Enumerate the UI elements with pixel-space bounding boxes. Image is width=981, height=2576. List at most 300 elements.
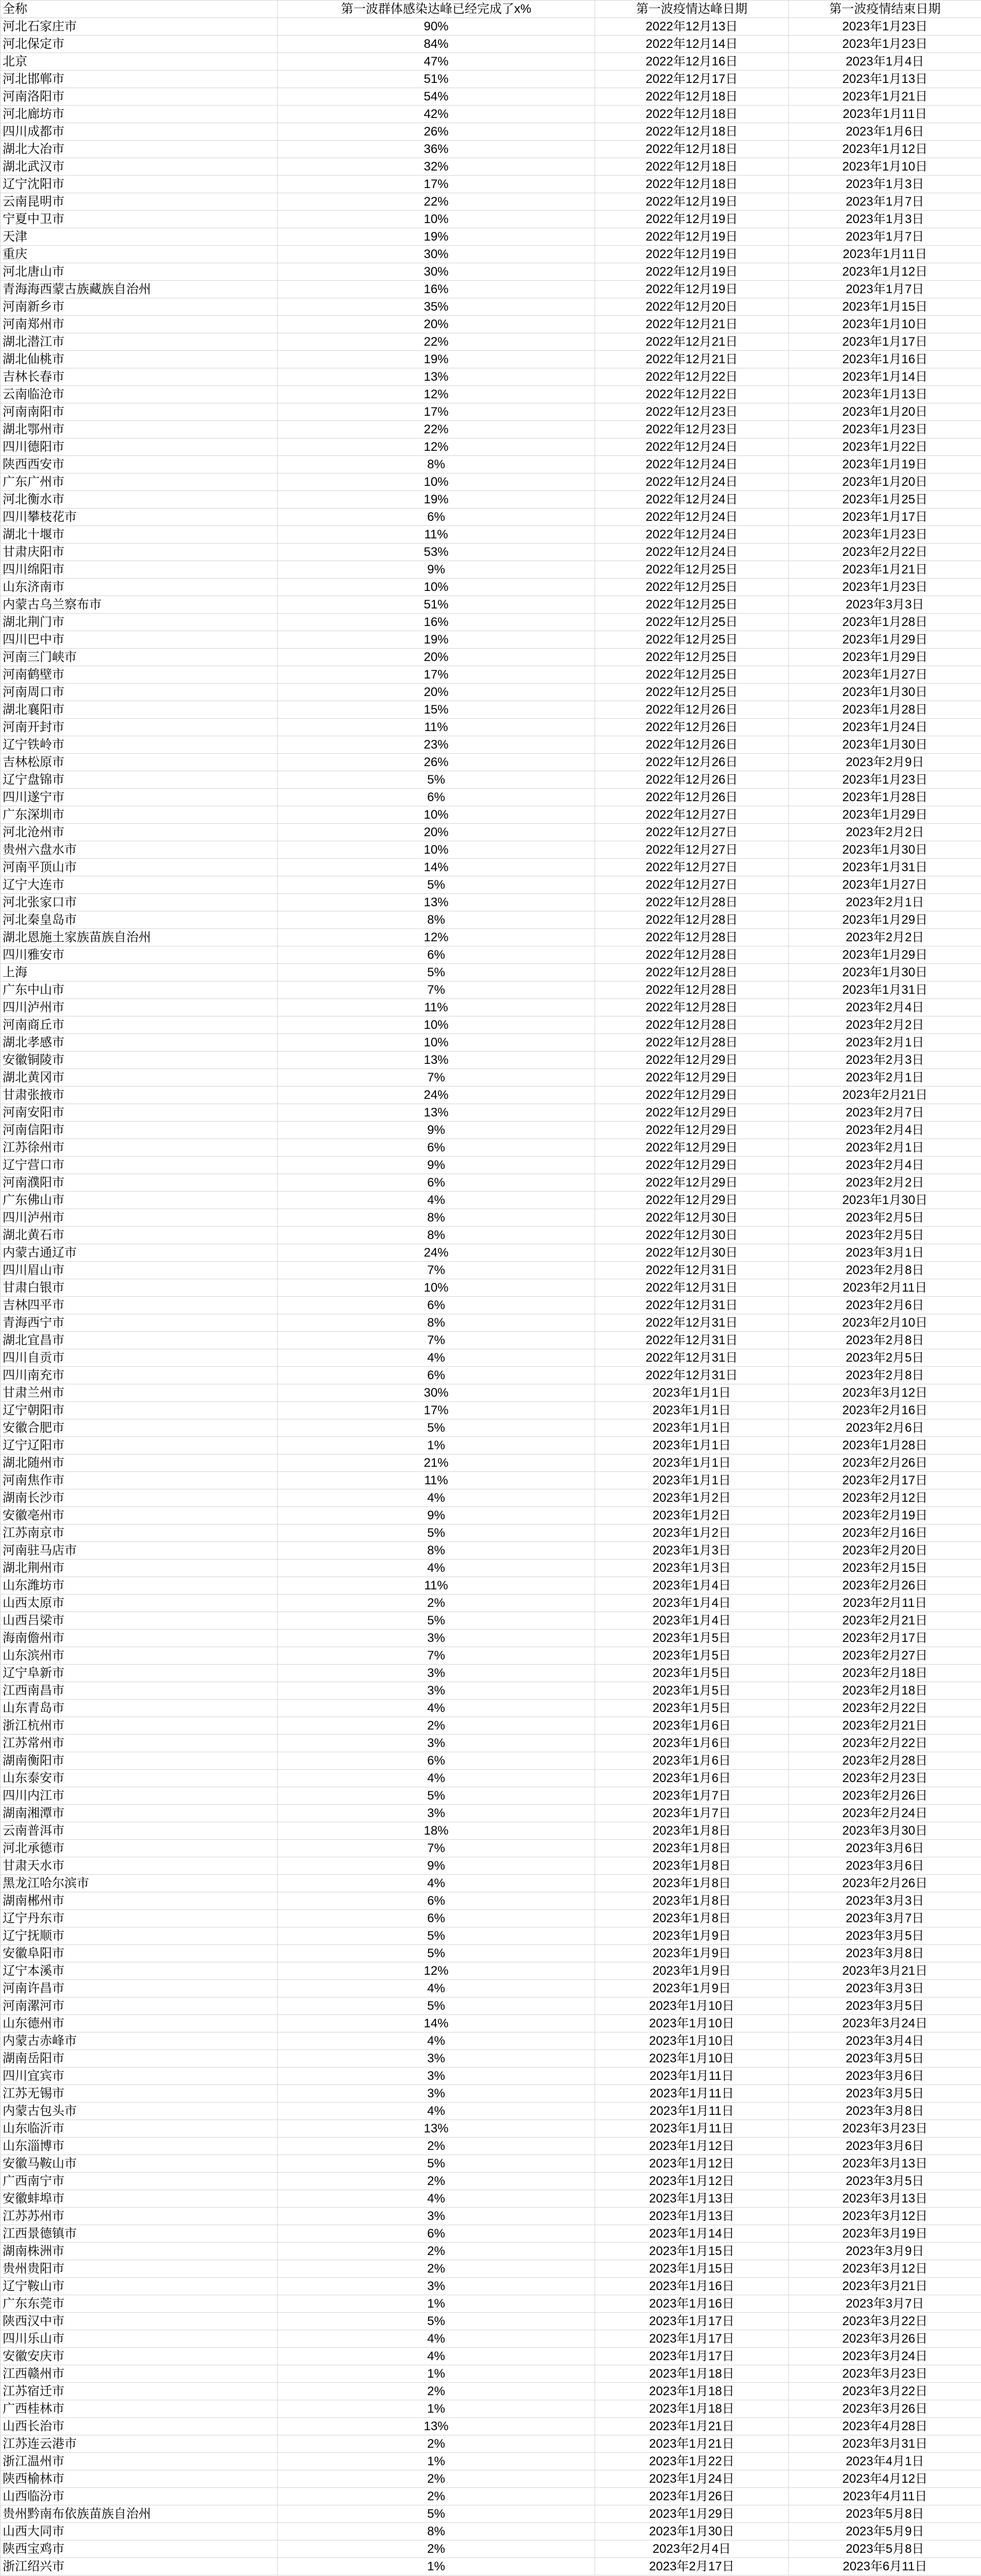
cell-infection-percent: 8% [278,1542,595,1560]
cell-peak-date: 2022年12月27日 [595,824,789,841]
cell-name: 云南临沧市 [1,386,278,403]
table-row [1,1910,981,1927]
cell-infection-percent: 9% [278,1507,595,1524]
table-row [1,1279,981,1297]
cell-infection-percent: 47% [278,53,595,71]
cell-infection-percent: 11% [278,719,595,736]
cell-infection-percent: 36% [278,141,595,158]
cell-infection-percent: 6% [278,509,595,526]
cell-infection-percent: 5% [278,964,595,981]
cell-peak-date: 2023年1月5日 [595,1700,789,1717]
cell-name: 广东深圳市 [1,806,278,824]
cell-end-date: 2023年1月30日 [789,1192,981,1209]
cell-end-date: 2023年2月22日 [789,1735,981,1752]
cell-infection-percent: 4% [278,1700,595,1717]
cell-end-date: 2023年3月12日 [789,1384,981,1402]
cell-peak-date: 2023年1月26日 [595,2488,789,2505]
cell-end-date: 2023年1月28日 [789,789,981,806]
cell-end-date: 2023年2月11日 [789,1595,981,1612]
cell-peak-date: 2022年12月24日 [595,456,789,473]
cell-peak-date: 2022年12月28日 [595,946,789,964]
cell-infection-percent: 54% [278,88,595,106]
cell-peak-date: 2022年12月18日 [595,176,789,193]
cell-peak-date: 2023年1月9日 [595,1962,789,1980]
cell-end-date: 2023年2月16日 [789,1402,981,1419]
cell-name: 宁夏中卫市 [1,211,278,228]
table-row [1,2032,981,2050]
table-row [1,2488,981,2505]
cell-infection-percent: 5% [278,1945,595,1962]
cell-name: 云南昆明市 [1,193,278,211]
cell-infection-percent: 90% [278,18,595,36]
cell-infection-percent: 10% [278,473,595,491]
cell-infection-percent: 7% [278,1647,595,1665]
cell-peak-date: 2022年12月27日 [595,859,789,876]
cell-infection-percent: 3% [278,1735,595,1752]
cell-name: 广东中山市 [1,981,278,999]
cell-peak-date: 2022年12月26日 [595,719,789,736]
cell-name: 河南安阳市 [1,1104,278,1122]
cell-infection-percent: 4% [278,2032,595,2050]
table-row [1,438,981,456]
cell-name: 贵州贵阳市 [1,2260,278,2278]
cell-end-date: 2023年3月8日 [789,2103,981,2120]
cell-infection-percent: 6% [278,946,595,964]
cell-infection-percent: 24% [278,1244,595,1262]
cell-peak-date: 2023年1月21日 [595,2418,789,2435]
cell-name: 湖南岳阳市 [1,2050,278,2067]
cell-end-date: 2023年1月30日 [789,841,981,859]
cell-name: 天津 [1,228,278,246]
table-row [1,176,981,193]
cell-peak-date: 2022年12月26日 [595,771,789,789]
cell-end-date: 2023年1月28日 [789,1437,981,1454]
cell-name: 江苏连云港市 [1,2435,278,2453]
cell-end-date: 2023年3月6日 [789,2138,981,2155]
cell-end-date: 2023年2月18日 [789,1665,981,1682]
cell-end-date: 2023年1月30日 [789,736,981,754]
cell-end-date: 2023年3月5日 [789,1927,981,1945]
table-row [1,2243,981,2260]
table-row [1,2085,981,2103]
cell-name: 江苏常州市 [1,1735,278,1752]
cell-name: 河北保定市 [1,36,278,53]
cell-end-date: 2023年1月28日 [789,701,981,719]
cell-infection-percent: 4% [278,1875,595,1892]
cell-peak-date: 2022年12月25日 [595,666,789,684]
cell-name: 辽宁营口市 [1,1157,278,1174]
cell-infection-percent: 19% [278,228,595,246]
cell-infection-percent: 16% [278,281,595,298]
cell-name: 四川成都市 [1,123,278,141]
column-header-peak-date: 第一波疫情达峰日期 [595,1,789,18]
table-row [1,2138,981,2155]
cell-name: 四川内江市 [1,1787,278,1805]
cell-name: 安徽蚌埠市 [1,2190,278,2208]
cell-infection-percent: 4% [278,1349,595,1367]
table-row [1,806,981,824]
table-row [1,1787,981,1805]
cell-name: 内蒙古赤峰市 [1,2032,278,2050]
table-row [1,473,981,491]
cell-end-date: 2023年2月9日 [789,754,981,771]
table-row [1,106,981,123]
table-row [1,2050,981,2067]
cell-name: 河南洛阳市 [1,88,278,106]
cell-end-date: 2023年1月23日 [789,421,981,438]
cell-name: 湖南郴州市 [1,1892,278,1910]
table-row [1,2330,981,2348]
cell-end-date: 2023年3月12日 [789,2208,981,2225]
cell-name: 湖北随州市 [1,1454,278,1472]
cell-end-date: 2023年4月11日 [789,2488,981,2505]
cell-end-date: 2023年1月7日 [789,281,981,298]
table-row [1,1875,981,1892]
cell-name: 江苏无锡市 [1,2085,278,2103]
cell-peak-date: 2022年12月23日 [595,403,789,421]
table-row [1,1665,981,1682]
table-row [1,1735,981,1752]
cell-infection-percent: 13% [278,2418,595,2435]
cell-infection-percent: 12% [278,386,595,403]
cell-end-date: 2023年2月27日 [789,1647,981,1665]
cell-name: 黑龙江哈尔滨市 [1,1875,278,1892]
cell-infection-percent: 10% [278,211,595,228]
cell-infection-percent: 6% [278,2225,595,2243]
cell-peak-date: 2022年12月29日 [595,1052,789,1069]
cell-end-date: 2023年2月16日 [789,1524,981,1542]
column-header-end-date: 第一波疫情结束日期 [789,1,981,18]
cell-peak-date: 2022年12月13日 [595,18,789,36]
cell-peak-date: 2023年1月16日 [595,2278,789,2295]
table-row [1,228,981,246]
cell-end-date: 2023年2月17日 [789,1630,981,1647]
table-row [1,1630,981,1647]
cell-end-date: 2023年3月12日 [789,2260,981,2278]
table-row [1,2523,981,2540]
cell-peak-date: 2023年1月15日 [595,2243,789,2260]
cell-end-date: 2023年5月9日 [789,2523,981,2540]
table-row [1,579,981,596]
cell-name: 辽宁丹东市 [1,1910,278,1927]
table-row [1,1647,981,1665]
cell-end-date: 2023年2月6日 [789,1419,981,1437]
cell-peak-date: 2022年12月29日 [595,1069,789,1087]
cell-end-date: 2023年3月13日 [789,2190,981,2208]
cell-name: 陕西宝鸡市 [1,2540,278,2558]
cell-peak-date: 2023年1月10日 [595,2015,789,2032]
cell-peak-date: 2022年12月18日 [595,141,789,158]
table-row [1,1770,981,1787]
cell-name: 甘肃白银市 [1,1279,278,1297]
cell-infection-percent: 3% [278,1805,595,1822]
table-row [1,386,981,403]
table-body [1,18,981,2575]
cell-infection-percent: 10% [278,841,595,859]
cell-end-date: 2023年1月30日 [789,684,981,701]
cell-peak-date: 2022年12月27日 [595,841,789,859]
cell-end-date: 2023年3月6日 [789,1857,981,1875]
cell-peak-date: 2022年12月29日 [595,1139,789,1157]
table-row [1,368,981,386]
cell-name: 江苏南京市 [1,1524,278,1542]
cell-name: 广东广州市 [1,473,278,491]
cell-infection-percent: 5% [278,1419,595,1437]
cell-peak-date: 2023年1月18日 [595,2365,789,2383]
cell-infection-percent: 6% [278,1297,595,1314]
cell-end-date: 2023年1月23日 [789,526,981,544]
cell-end-date: 2023年1月23日 [789,771,981,789]
table-row [1,1016,981,1034]
cell-end-date: 2023年1月4日 [789,53,981,71]
cell-end-date: 2023年1月29日 [789,946,981,964]
table-row [1,1349,981,1367]
table-row [1,859,981,876]
cell-end-date: 2023年2月17日 [789,1472,981,1489]
cell-peak-date: 2023年1月8日 [595,1875,789,1892]
cell-end-date: 2023年1月29日 [789,631,981,649]
cell-infection-percent: 3% [278,2278,595,2295]
table-row [1,18,981,36]
cell-infection-percent: 26% [278,754,595,771]
cell-peak-date: 2022年12月27日 [595,806,789,824]
cell-name: 山东滨州市 [1,1647,278,1665]
column-header-name: 全称 [1,1,278,18]
cell-peak-date: 2022年12月28日 [595,981,789,999]
table-row [1,1209,981,1227]
table-row [1,351,981,368]
cell-end-date: 2023年2月26日 [789,1454,981,1472]
cell-peak-date: 2022年12月29日 [595,1087,789,1104]
cell-name: 安徽合肥市 [1,1419,278,1437]
table-row [1,526,981,544]
table-row [1,561,981,579]
cell-peak-date: 2022年12月25日 [595,561,789,579]
cell-end-date: 2023年2月3日 [789,1052,981,1069]
cell-peak-date: 2022年12月21日 [595,333,789,351]
cell-end-date: 2023年2月4日 [789,1122,981,1139]
cell-infection-percent: 6% [278,1752,595,1770]
cell-peak-date: 2023年1月11日 [595,2120,789,2138]
cell-name: 辽宁阜新市 [1,1665,278,1682]
cell-infection-percent: 8% [278,1314,595,1332]
table-row [1,719,981,736]
cell-name: 湖北十堰市 [1,526,278,544]
header-row [1,1,981,18]
cell-infection-percent: 8% [278,1209,595,1227]
cell-peak-date: 2022年12月25日 [595,596,789,614]
cell-infection-percent: 13% [278,2120,595,2138]
cell-name: 山西大同市 [1,2523,278,2540]
cell-peak-date: 2022年12月31日 [595,1332,789,1349]
cell-peak-date: 2023年2月17日 [595,2558,789,2575]
cell-name: 广东佛山市 [1,1192,278,1209]
cell-peak-date: 2023年1月1日 [595,1402,789,1419]
cell-peak-date: 2023年1月10日 [595,2050,789,2067]
cell-name: 湖北荆门市 [1,614,278,631]
cell-peak-date: 2022年12月29日 [595,1157,789,1174]
cell-name: 贵州六盘水市 [1,841,278,859]
table-row [1,1857,981,1875]
cell-name: 河南平顶山市 [1,859,278,876]
table-row [1,36,981,53]
cell-end-date: 2023年3月24日 [789,2015,981,2032]
cell-name: 广西桂林市 [1,2400,278,2418]
cell-infection-percent: 5% [278,876,595,894]
cell-name: 吉林松原市 [1,754,278,771]
cell-peak-date: 2022年12月26日 [595,701,789,719]
cell-infection-percent: 3% [278,2050,595,2067]
cell-peak-date: 2023年1月7日 [595,1805,789,1822]
table-row [1,754,981,771]
cell-name: 河南周口市 [1,684,278,701]
table-row [1,123,981,141]
cell-peak-date: 2023年1月18日 [595,2383,789,2400]
cell-end-date: 2023年1月20日 [789,473,981,491]
cell-infection-percent: 84% [278,36,595,53]
cell-peak-date: 2023年1月1日 [595,1419,789,1437]
table-row [1,1419,981,1437]
cell-peak-date: 2022年12月19日 [595,211,789,228]
cell-name: 湖南湘潭市 [1,1805,278,1822]
table-row [1,2540,981,2558]
cell-infection-percent: 5% [278,1612,595,1630]
cell-infection-percent: 1% [278,2365,595,2383]
cell-name: 海南儋州市 [1,1630,278,1647]
cell-peak-date: 2022年12月28日 [595,999,789,1016]
cell-name: 重庆 [1,246,278,263]
cell-peak-date: 2023年1月9日 [595,1945,789,1962]
cell-end-date: 2023年2月26日 [789,1787,981,1805]
cell-infection-percent: 30% [278,263,595,281]
cell-end-date: 2023年3月1日 [789,1244,981,1262]
cell-infection-percent: 53% [278,544,595,561]
cell-end-date: 2023年1月17日 [789,333,981,351]
cell-peak-date: 2023年1月22日 [595,2453,789,2470]
cell-infection-percent: 35% [278,298,595,316]
cell-end-date: 2023年1月22日 [789,438,981,456]
cell-name: 陕西榆林市 [1,2470,278,2488]
table-row [1,1997,981,2015]
table-row [1,631,981,649]
cell-end-date: 2023年1月23日 [789,579,981,596]
cell-name: 湖北仙桃市 [1,351,278,368]
cell-end-date: 2023年2月18日 [789,1682,981,1700]
cell-peak-date: 2022年12月19日 [595,263,789,281]
cell-infection-percent: 8% [278,456,595,473]
cell-peak-date: 2022年12月21日 [595,351,789,368]
cell-end-date: 2023年1月3日 [789,211,981,228]
cell-peak-date: 2023年1月10日 [595,2032,789,2050]
cell-name: 安徽阜阳市 [1,1945,278,1962]
table-row [1,929,981,946]
cell-name: 北京 [1,53,278,71]
cell-end-date: 2023年3月5日 [789,2050,981,2067]
cell-peak-date: 2023年1月8日 [595,1910,789,1927]
cell-peak-date: 2023年1月4日 [595,1577,789,1595]
table-row [1,2435,981,2453]
cell-name: 湖北鄂州市 [1,421,278,438]
cell-infection-percent: 5% [278,2313,595,2330]
cell-peak-date: 2023年1月17日 [595,2313,789,2330]
cell-infection-percent: 12% [278,929,595,946]
cell-name: 湖南衡阳市 [1,1752,278,1770]
cell-peak-date: 2022年12月18日 [595,106,789,123]
cell-name: 四川眉山市 [1,1262,278,1279]
column-header-infection-percent: 第一波群体感染达峰已经完成了x% [278,1,595,18]
cell-peak-date: 2023年1月12日 [595,2173,789,2190]
cell-peak-date: 2022年12月26日 [595,754,789,771]
cell-peak-date: 2023年1月8日 [595,1822,789,1840]
cell-infection-percent: 4% [278,2330,595,2348]
cell-peak-date: 2023年1月13日 [595,2208,789,2225]
table-row [1,88,981,106]
table-row [1,1595,981,1612]
cell-end-date: 2023年3月21日 [789,1962,981,1980]
cell-infection-percent: 8% [278,2523,595,2540]
table-row [1,1612,981,1630]
cell-peak-date: 2023年1月6日 [595,1752,789,1770]
table-row [1,333,981,351]
cell-name: 河南濮阳市 [1,1174,278,1192]
cell-peak-date: 2023年1月24日 [595,2470,789,2488]
cell-name: 辽宁抚顺市 [1,1927,278,1945]
cell-end-date: 2023年5月8日 [789,2540,981,2558]
cell-end-date: 2023年3月7日 [789,2295,981,2313]
table-row [1,771,981,789]
cell-infection-percent: 4% [278,1980,595,1997]
cell-name: 四川泸州市 [1,999,278,1016]
cell-name: 山西临汾市 [1,2488,278,2505]
cell-name: 江苏宿迁市 [1,2383,278,2400]
cell-peak-date: 2022年12月31日 [595,1314,789,1332]
cell-infection-percent: 7% [278,1069,595,1087]
cell-peak-date: 2023年1月9日 [595,1927,789,1945]
cell-end-date: 2023年2月4日 [789,999,981,1016]
cell-end-date: 2023年3月3日 [789,1892,981,1910]
cell-name: 四川攀枝花市 [1,509,278,526]
cell-peak-date: 2023年1月11日 [595,2085,789,2103]
table-row [1,1454,981,1472]
cell-end-date: 2023年2月2日 [789,929,981,946]
cell-end-date: 2023年3月6日 [789,2067,981,2085]
cell-name: 四川自贡市 [1,1349,278,1367]
table-row [1,841,981,859]
cell-infection-percent: 2% [278,2488,595,2505]
cell-name: 河北邯郸市 [1,71,278,88]
cell-name: 湖北黄冈市 [1,1069,278,1087]
cell-infection-percent: 4% [278,2190,595,2208]
cell-peak-date: 2023年1月18日 [595,2400,789,2418]
cell-infection-percent: 6% [278,1892,595,1910]
cell-infection-percent: 10% [278,1016,595,1034]
cell-infection-percent: 10% [278,1279,595,1297]
cell-name: 河南开封市 [1,719,278,736]
cell-end-date: 2023年6月11日 [789,2558,981,2575]
table-row [1,2103,981,2120]
table-row [1,1122,981,1139]
table-row [1,403,981,421]
cell-infection-percent: 20% [278,824,595,841]
cell-infection-percent: 17% [278,1402,595,1419]
cell-infection-percent: 26% [278,123,595,141]
table-row [1,1244,981,1262]
cell-name: 四川泸州市 [1,1209,278,1227]
table-row [1,666,981,684]
cell-peak-date: 2022年12月24日 [595,544,789,561]
cell-infection-percent: 12% [278,1962,595,1980]
cell-infection-percent: 3% [278,2067,595,2085]
